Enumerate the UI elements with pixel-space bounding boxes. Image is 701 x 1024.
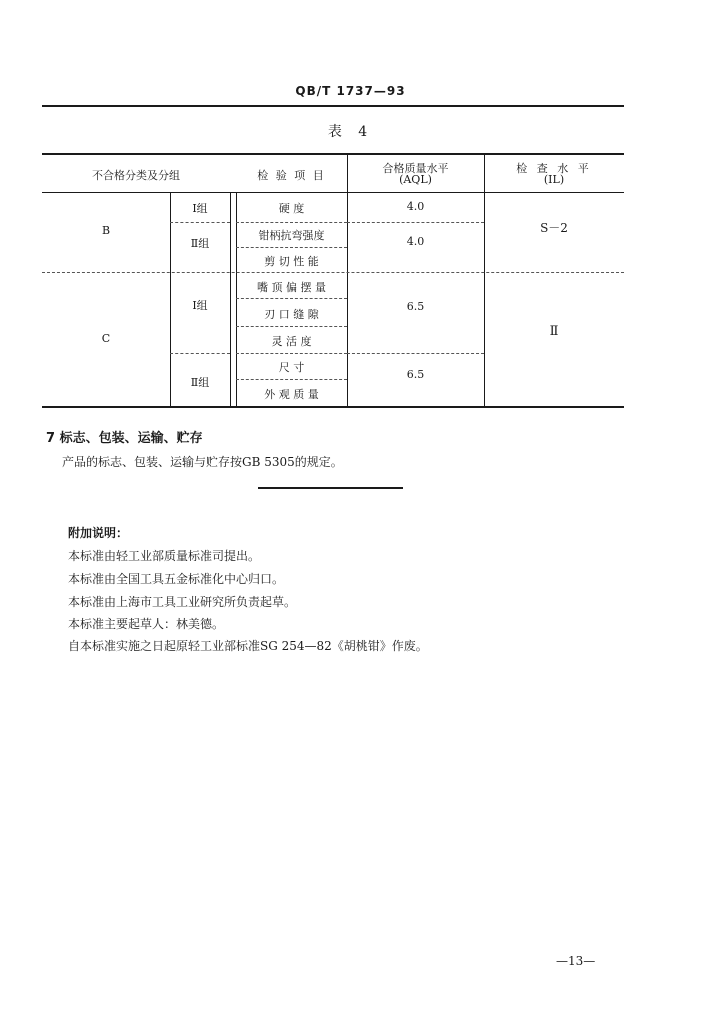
item-flexibility: 灵 活 度 [271, 335, 312, 348]
col-divider-aql-il [484, 155, 485, 406]
item-size: 尺 寸 [278, 361, 305, 374]
item-sep-2 [236, 247, 347, 248]
section-divider [258, 487, 403, 489]
section-7-body: 产品的标志、包装、运输与贮存按GB 5305的规定。 [62, 455, 343, 469]
table-header-rule [42, 192, 624, 193]
section-7-heading: 7 标志、包装、运输、贮存 [46, 431, 203, 446]
b-group-separator [170, 222, 230, 223]
item-jaw-offset: 嘴 顶 偏 摆 量 [257, 281, 326, 294]
aql-b-group2: 4.0 [406, 235, 425, 248]
c-group-2-label: Ⅱ组 [190, 376, 210, 389]
item-handle-strength: 钳柄抗弯强度 [258, 229, 325, 242]
inspection-table [42, 150, 624, 412]
b-group-2-label: Ⅱ组 [190, 237, 210, 250]
col-divider-group-item [230, 193, 231, 406]
aql-c-separator [347, 353, 484, 354]
header-rule [42, 105, 624, 107]
il-b: S－2 [540, 221, 568, 235]
header-aql-line2: (AQL) [399, 173, 432, 186]
notes-title: 附加说明： [68, 526, 129, 540]
bc-separator [42, 272, 624, 273]
aql-b-group1: 4.0 [406, 200, 425, 213]
item-sep-3 [236, 298, 347, 299]
note-line-2: 本标准由全国工具五金标准化中心归口。 [68, 572, 285, 586]
il-c: Ⅱ [549, 324, 559, 339]
standard-number-header: QB/T 1737—93 [295, 84, 406, 98]
note-line-4: 本标准主要起草人：林美德。 [68, 617, 225, 631]
header-category: 不合格分类及分组 [92, 169, 180, 182]
note-line-3: 本标准由上海市工具工业研究所负责起草。 [68, 595, 297, 609]
category-c: C [101, 332, 111, 345]
item-edge-gap: 刃 口 缝 隙 [264, 308, 319, 321]
header-il-line2: (IL) [543, 173, 565, 186]
header-il-line1: 检 查 水 平 [516, 162, 592, 175]
item-cutting: 剪 切 性 能 [264, 255, 319, 268]
c-group-1-label: Ⅰ组 [192, 299, 208, 312]
b-group-1-label: Ⅰ组 [192, 202, 208, 215]
category-b: B [101, 224, 111, 237]
item-sep-5 [236, 353, 347, 354]
table-top-rule [42, 153, 624, 155]
header-aql-line1: 合格质量水平 [382, 162, 449, 175]
item-hardness: 硬 度 [278, 202, 305, 215]
table-bottom-rule [42, 406, 624, 408]
item-appearance: 外 观 质 量 [264, 388, 319, 401]
c-group-separator [170, 353, 230, 354]
header-item: 检 验 项 目 [257, 169, 326, 182]
note-line-1: 本标准由轻工业部质量标准司提出。 [68, 549, 261, 563]
item-sep-6 [236, 379, 347, 380]
aql-b-separator [347, 222, 484, 223]
item-sep-4 [236, 326, 347, 327]
page-number: —13— [556, 954, 596, 968]
aql-c-group2: 6.5 [406, 368, 425, 381]
aql-c-group1: 6.5 [406, 300, 425, 313]
item-sep-1 [236, 222, 347, 223]
note-line-5: 自本标准实施之日起原轻工业部标准SG 254—82《胡桃钳》作废。 [68, 639, 428, 653]
table-caption: 表 4 [327, 124, 374, 140]
